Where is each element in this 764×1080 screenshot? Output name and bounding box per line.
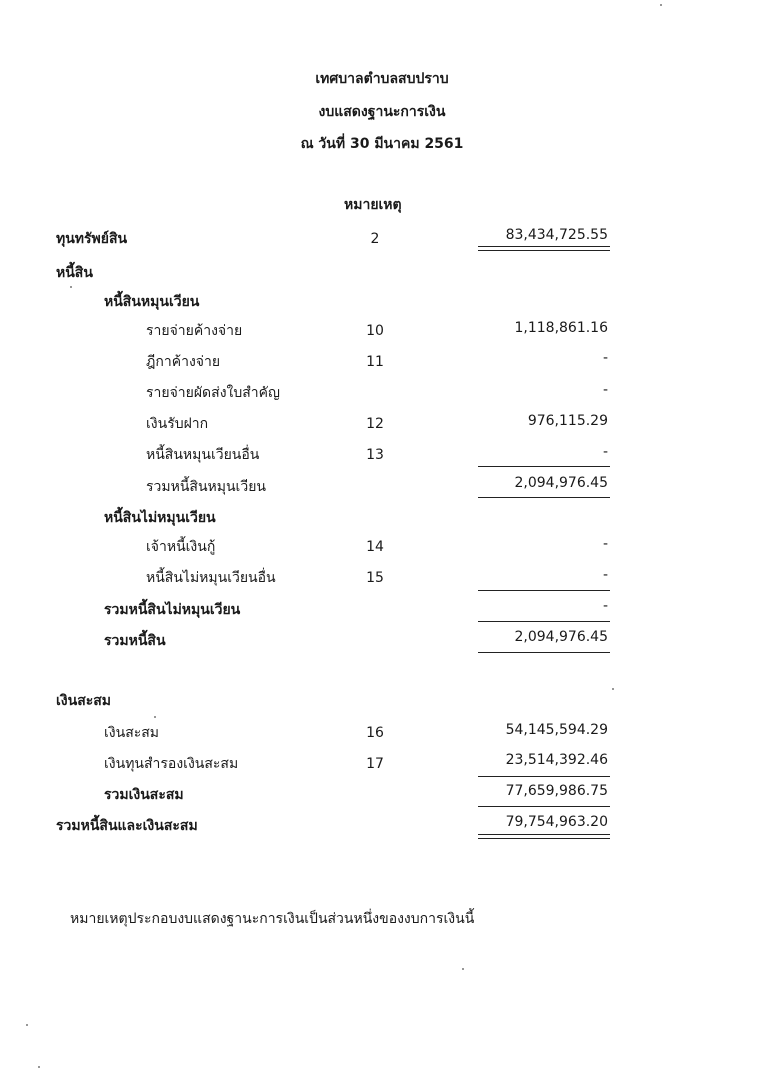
- noncurrent-item-amount: -: [602, 536, 608, 552]
- equity-item-note: 16: [366, 725, 384, 741]
- current-item-note: 10: [366, 323, 384, 339]
- liabilities-total-label: รวมหนี้สิน: [104, 633, 166, 649]
- scan-speck: [26, 1024, 28, 1026]
- liabilities-total-amount: 2,094,976.45: [514, 629, 608, 645]
- scan-speck: [660, 4, 662, 6]
- scan-speck: [612, 688, 614, 690]
- equity-total-label: รวมเงินสะสม: [104, 787, 184, 803]
- noncurrent-subtotal-rule: [478, 590, 610, 591]
- current-item-note: 12: [366, 416, 384, 432]
- equity-item-note: 17: [366, 756, 384, 772]
- note-column-header: หมายเหตุ: [344, 197, 402, 213]
- current-liabilities-label: หนี้สินหมุนเวียน: [104, 294, 200, 310]
- assets-amount: 83,434,725.55: [505, 227, 608, 243]
- current-item-amount: -: [602, 444, 608, 460]
- equity-total-amount: 77,659,986.75: [505, 783, 608, 799]
- equity-item-amount: 23,514,392.46: [505, 752, 608, 768]
- noncurrent-item-label: หนี้สินไม่หมุนเวียนอื่น: [146, 570, 276, 586]
- statement-title: งบแสดงฐานะการเงิน: [318, 104, 446, 120]
- current-item-label: รายจ่ายผัดส่งใบสำคัญ: [146, 385, 280, 401]
- current-item-note: 11: [366, 354, 384, 370]
- assets-note: 2: [370, 231, 380, 247]
- statement-date: ณ วันที่ 30 มีนาคม 2561: [300, 136, 464, 152]
- liabilities-total-underline: [478, 652, 610, 653]
- current-item-amount: -: [602, 350, 608, 366]
- noncurrent-item-note: 15: [366, 570, 384, 586]
- current-item-amount: 1,118,861.16: [514, 320, 608, 336]
- noncurrent-liabilities-total-label: รวมหนี้สินไม่หมุนเวียน: [104, 602, 241, 618]
- org-name: เทศบาลตำบลสบปราบ: [315, 71, 449, 87]
- assets-double-underline: [478, 246, 610, 251]
- assets-label: ทุนทรัพย์สิน: [56, 231, 128, 247]
- current-item-label: ฎีกาค้างจ่าย: [146, 354, 221, 370]
- scan-speck: [70, 286, 72, 288]
- current-liabilities-total-label: รวมหนี้สินหมุนเวียน: [146, 479, 266, 495]
- grand-total-amount: 79,754,963.20: [505, 814, 608, 830]
- footnote: หมายเหตุประกอบงบแสดงฐานะการเงินเป็นส่วนหนึ่งของงบการเงินนี้: [70, 911, 475, 927]
- current-total-underline: [478, 497, 610, 498]
- noncurrent-liabilities-label: หนี้สินไม่หมุนเวียน: [104, 510, 216, 526]
- noncurrent-total-underline: [478, 621, 610, 622]
- equity-label: เงินสะสม: [56, 693, 112, 709]
- scan-speck: [154, 716, 156, 718]
- grand-total-double-underline: [478, 834, 610, 839]
- equity-subtotal-rule: [478, 776, 610, 777]
- current-item-label: รายจ่ายค้างจ่าย: [146, 323, 243, 339]
- equity-total-underline: [478, 806, 610, 807]
- noncurrent-item-label: เจ้าหนี้เงินกู้: [146, 539, 216, 555]
- scan-speck: [462, 968, 464, 970]
- noncurrent-liabilities-total-amount: -: [602, 598, 608, 614]
- equity-item-label: เงินทุนสำรองเงินสะสม: [104, 756, 239, 772]
- current-liabilities-total-amount: 2,094,976.45: [514, 475, 608, 491]
- equity-item-amount: 54,145,594.29: [505, 722, 608, 738]
- equity-item-label: เงินสะสม: [104, 725, 160, 741]
- current-item-amount: -: [602, 382, 608, 398]
- grand-total-label: รวมหนี้สินและเงินสะสม: [56, 818, 198, 834]
- noncurrent-item-amount: -: [602, 567, 608, 583]
- current-item-label: เงินรับฝาก: [146, 416, 209, 432]
- current-item-amount: 976,115.29: [527, 413, 608, 429]
- current-item-note: 13: [366, 447, 384, 463]
- noncurrent-item-note: 14: [366, 539, 384, 555]
- current-item-label: หนี้สินหมุนเวียนอื่น: [146, 447, 260, 463]
- current-subtotal-rule: [478, 466, 610, 467]
- scan-speck: [38, 1066, 40, 1068]
- liabilities-label: หนี้สิน: [56, 265, 93, 281]
